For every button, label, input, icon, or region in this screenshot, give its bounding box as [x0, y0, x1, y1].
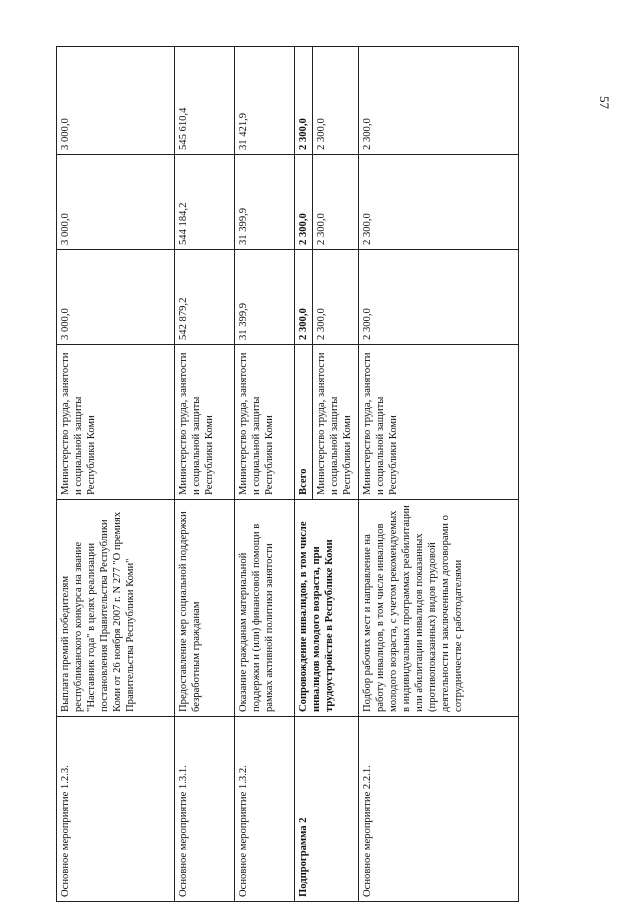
row-name: Основное мероприятие 1.3.2.: [235, 717, 295, 902]
row-value-2: 544 184,2: [175, 155, 235, 250]
row-value-1: 2 300,0: [359, 250, 519, 345]
row-description: Оказание гражданам материальной поддержки и (или) финансовой помощи в рамках активной политики занятости: [235, 500, 295, 717]
row-description: Подбор рабочих мест и направление на работу инвалидов, в том числе инвалидов молодого возраста, с учетом рекомендуемых в индивидуальных программах реабилитации или абилитации инвалидов показанных (противопоказанных) видов трудовой деятельности и заключенным договорами о сотрудничестве с работодателями: [359, 500, 519, 717]
row-name: Основное мероприятие 2.2.1.: [359, 717, 519, 902]
row-value-2: 2 300,0: [313, 155, 359, 250]
rotated-table-container: [56, 47, 584, 902]
row-value-1: 3 000,0: [57, 250, 175, 345]
subprogram-description: Сопровождение инвалидов, в том числе инвалидов молодого возраста, при трудоустройстве в Республике Коми: [295, 500, 359, 717]
total-value-1: 2 300,0: [295, 250, 313, 345]
row-value-2: 2 300,0: [359, 155, 519, 250]
row-description: Выплата премий победителям республиканского конкурса на звание "Наставник года" в целях реализации постановления Правительства Республики Коми от 26 ноября 2007 г. N 277 "О премиях Правительства Республики Коми": [57, 500, 175, 717]
table-row: [175, 47, 235, 902]
row-value-3: 31 421,9: [235, 47, 295, 155]
subprogram-name: Подпрограмма 2: [295, 717, 359, 902]
row-executor: Министерство труда, занятости и социальной защиты Республики Коми: [313, 345, 359, 500]
row-executor: Министерство труда, занятости и социальной защиты Республики Коми: [235, 345, 295, 500]
row-executor: Министерство труда, занятости и социальной защиты Республики Коми: [57, 345, 175, 500]
total-label: Всего: [295, 345, 313, 500]
row-name: Основное мероприятие 1.3.1.: [175, 717, 235, 902]
total-value-3: 2 300,0: [295, 47, 313, 155]
page-number: 57: [597, 96, 612, 109]
row-executor: Министерство труда, занятости и социальной защиты Республики Коми: [175, 345, 235, 500]
budget-table: [56, 46, 519, 902]
row-value-1: 2 300,0: [313, 250, 359, 345]
row-value-3: 545 610,4: [175, 47, 235, 155]
row-value-2: 3 000,0: [57, 155, 175, 250]
row-executor: Министерство труда, занятости и социальной защиты Республики Коми: [359, 345, 519, 500]
table-row-total: [295, 47, 313, 902]
table-row: [359, 47, 519, 902]
table-row: [57, 47, 175, 902]
total-value-2: 2 300,0: [295, 155, 313, 250]
row-value-1: 542 879,2: [175, 250, 235, 345]
row-value-3: 3 000,0: [57, 47, 175, 155]
row-name: Основное мероприятие 1.2.3.: [57, 717, 175, 902]
row-description: Предоставление мер социальной поддержки безработным гражданам: [175, 500, 235, 717]
row-value-2: 31 399,9: [235, 155, 295, 250]
row-value-3: 2 300,0: [313, 47, 359, 155]
table-row: [235, 47, 295, 902]
row-value-3: 2 300,0: [359, 47, 519, 155]
row-value-1: 31 399,9: [235, 250, 295, 345]
